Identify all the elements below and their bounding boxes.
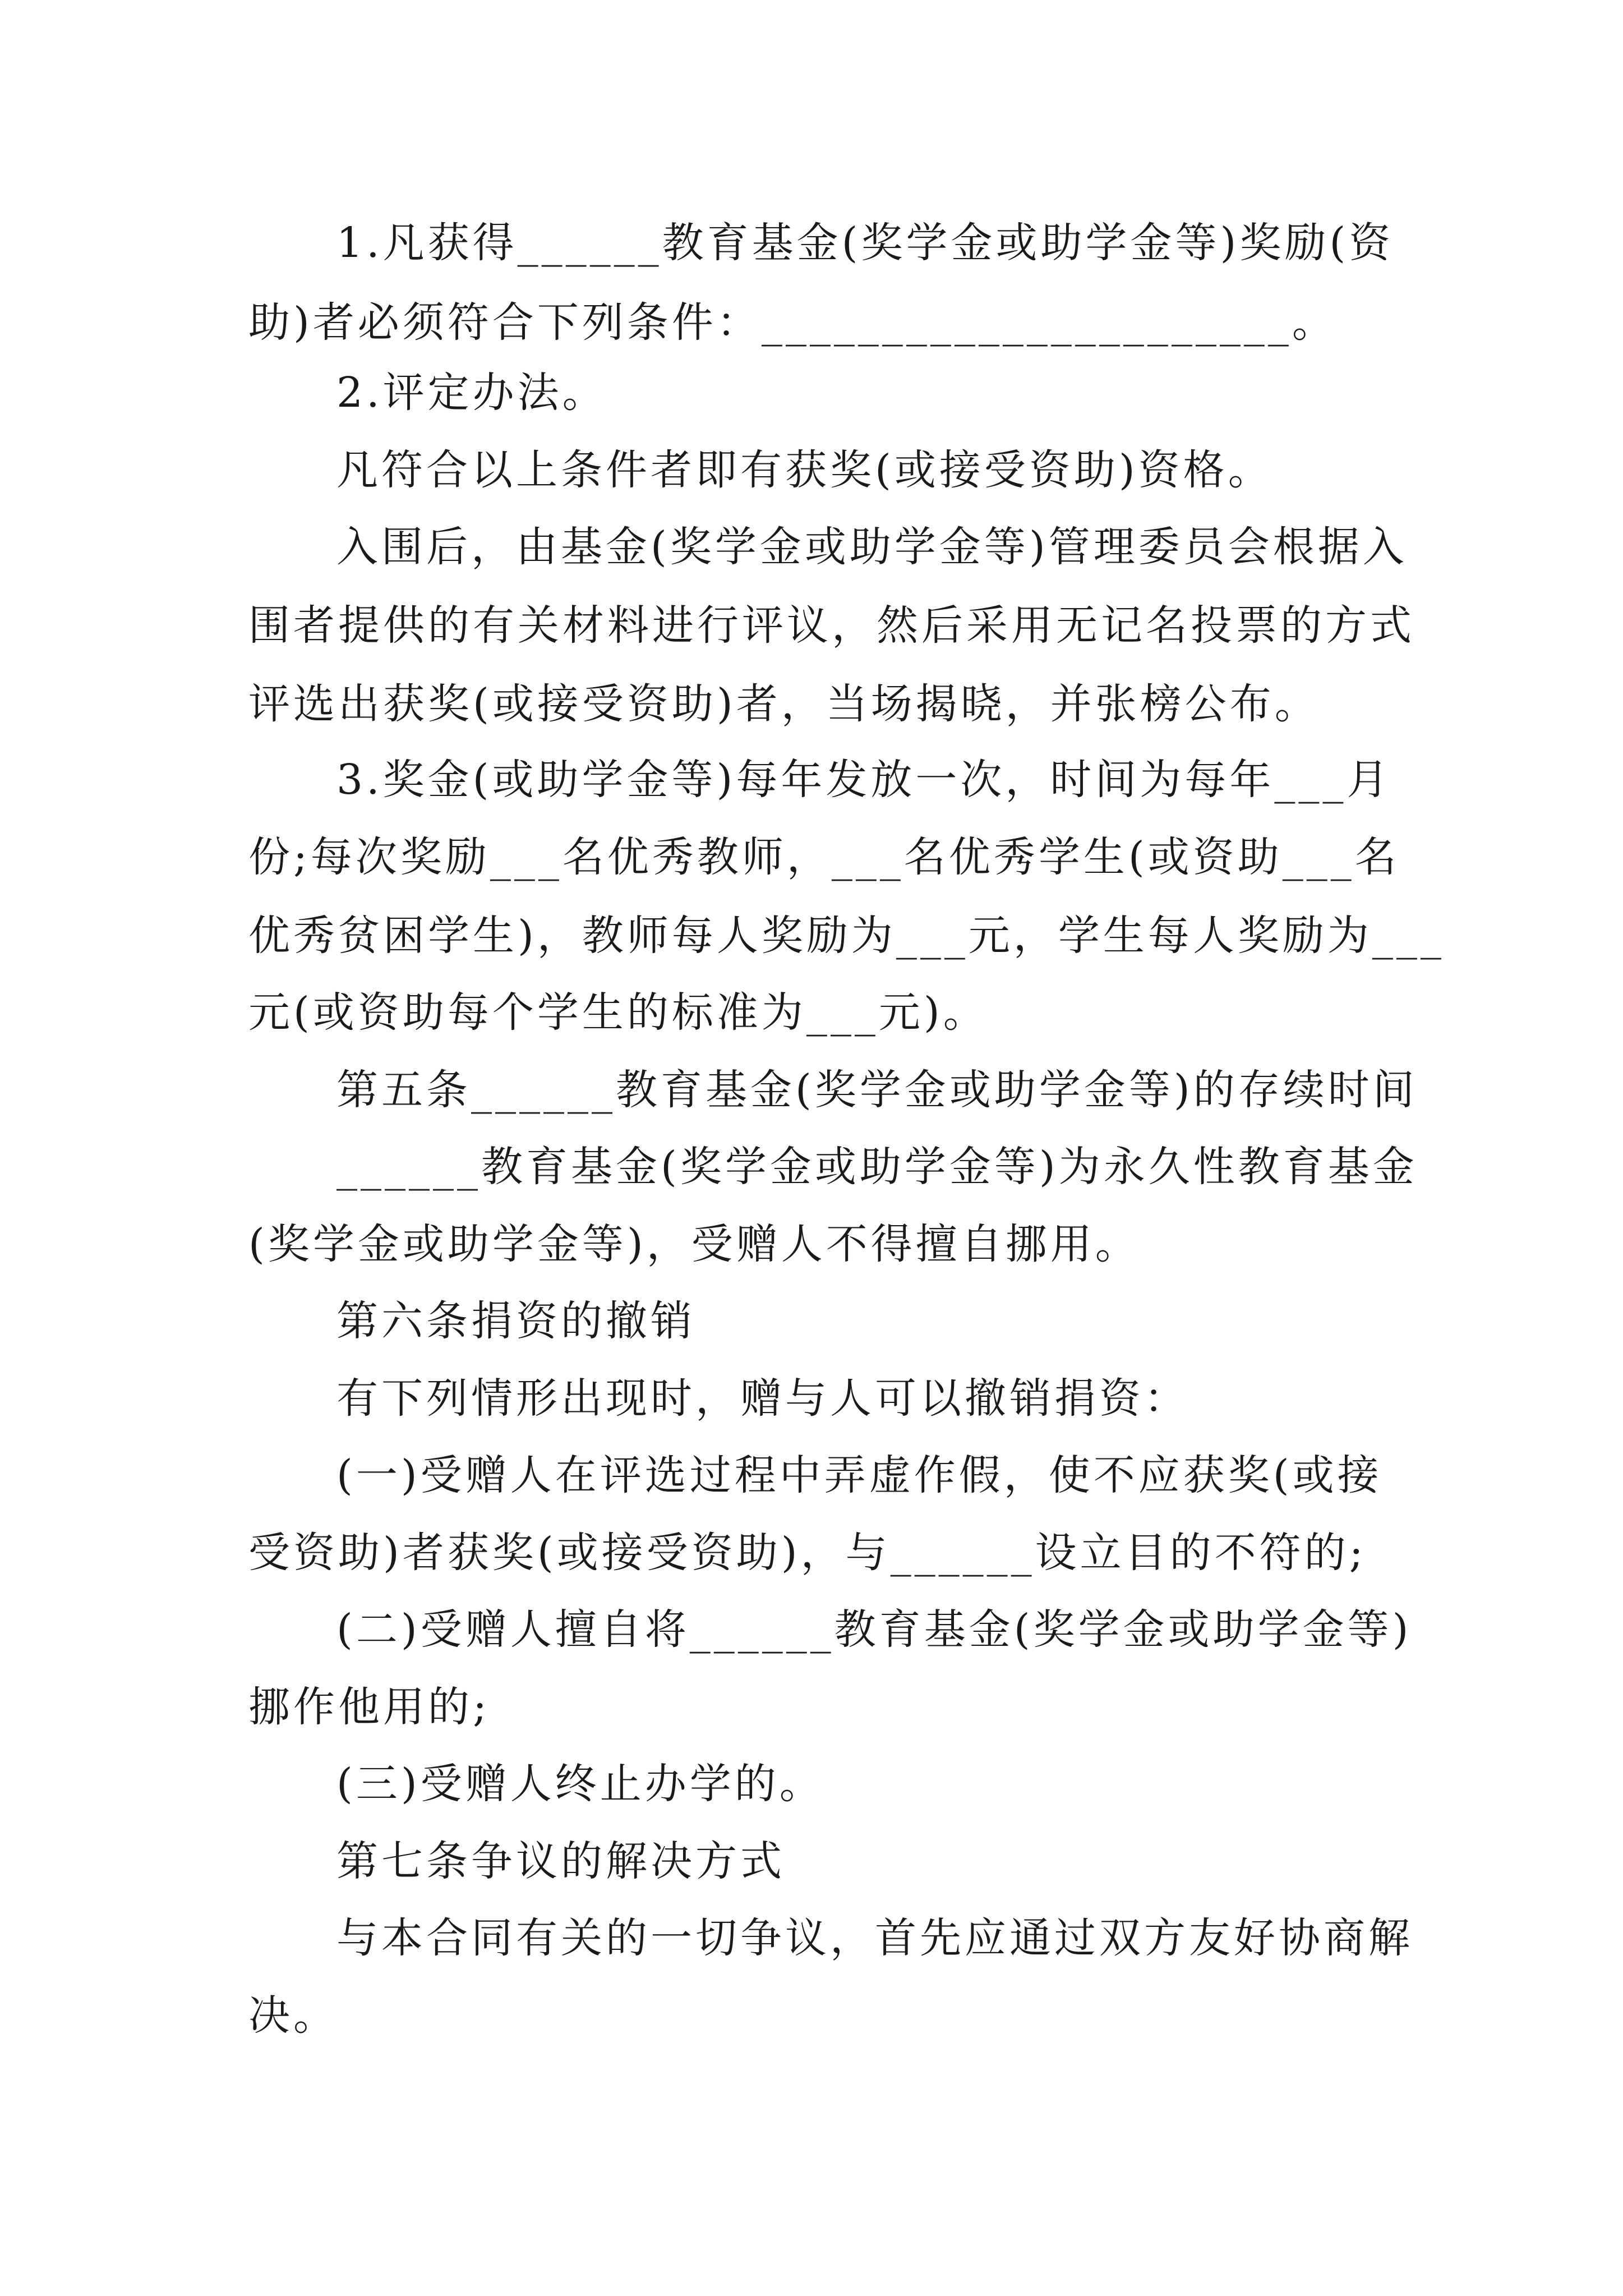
text-line: 第六条捐资的撤销 [336,1297,695,1345]
text-line: 2.评定办法。 [336,369,607,417]
text-line: 决。 [248,1991,338,2040]
text-line: 入围后，由基金(奖学金或助学金等)管理委员会根据入 [336,523,1408,571]
text-line: 元(或资助每个学生的标准为___元)。 [248,988,988,1037]
text-line: (三)受赠人终止办学的。 [336,1760,824,1808]
text-line: (二)受赠人擅自将______教育基金(奖学金或助学金等) [336,1605,1412,1654]
text-line: 与本合同有关的一切争议，首先应通过双方友好协商解 [336,1914,1413,1962]
text-line: 凡符合以上条件者即有获奖(或接受资助)资格。 [336,446,1273,494]
text-line: 第七条争议的解决方式 [336,1837,785,1885]
text-line: (奖学金或助学金等)，受赠人不得擅自挪用。 [248,1220,1140,1268]
text-line: 1.凡获得______教育基金(奖学金或助学金等)奖励(资 [336,219,1394,267]
text-line: 份;每次奖励___名优秀教师，___名优秀学生(或资助___名 [248,833,1400,881]
text-line: 挪作他用的; [248,1683,490,1731]
text-line: 受资助)者获奖(或接受资助)，与______设立目的不符的; [248,1529,1367,1577]
text-line: (一)受赠人在评选过程中弄虚作假，使不应获奖(或接 [336,1451,1382,1499]
text-line: 第五条______教育基金(奖学金或助学金等)的存续时间 [336,1066,1418,1114]
text-line: 围者提供的有关材料进行评议，然后采用无记名投票的方式 [248,601,1415,650]
text-line: 有下列情形出现时，赠与人可以撤销捐资： [336,1374,1189,1423]
text-line: 3.奖金(或助学金等)每年发放一次，时间为每年___月 [336,756,1392,804]
text-line: 评选出获奖(或接受资助)者，当场揭晓，并张榜公布。 [248,680,1320,728]
text-line: ______教育基金(奖学金或助学金等)为永久性教育基金 [336,1143,1418,1191]
text-line: 优秀贫困学生)，教师每人奖励为___元，学生每人奖励为___ [248,912,1445,960]
text-line: 助)者必须符合下列条件：______________________。 [248,298,1337,347]
